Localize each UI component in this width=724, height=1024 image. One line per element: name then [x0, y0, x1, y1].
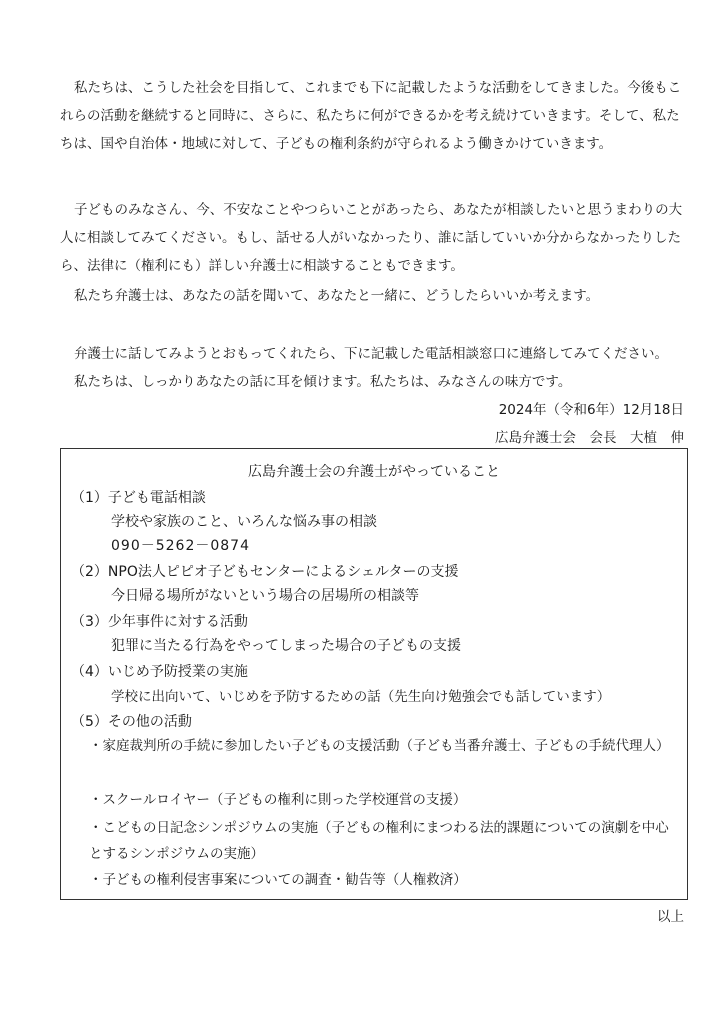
item-1-label: （1）子ども電話相談	[71, 490, 206, 506]
item-4-label: （4）いじめ予防授業の実施	[71, 664, 248, 680]
intro-paragraph-3: 私たち弁護士は、あなたの話を聞いて、あなたと一緒に、どうしたらいいか考えます。	[74, 288, 600, 304]
item-2-desc: 今日帰る場所がないという場合の居場所の相談等	[111, 588, 419, 604]
box-title: 広島弁護士会の弁護士がやっていること	[248, 464, 500, 480]
closing: 以上	[657, 909, 684, 925]
activities-box	[60, 448, 688, 900]
signature-org: 広島弁護士会 会長 大植 伸	[495, 430, 684, 446]
list-item: ・こどもの日記念シンポジウムの実施（子どもの権利にまつわる法的課題についての演劇を中心とするシンポジウムの実施）	[89, 820, 669, 862]
list-item: ・スクールロイヤー（子どもの権利に則った学校運営の支援）	[89, 792, 467, 808]
intro-paragraph-2: 子どものみなさん、今、不安なことやつらいことがあったら、あなたが相談したいと思うまわりの大人に相談してみてください。もし、話せる人がいなかったり、誰に話していいか分からなかったりしたら、法律に（権利にも）詳しい弁護士に相談することもできます。	[60, 202, 683, 274]
intro-paragraph-4: 弁護士に話してみようとおもってくれたら、下に記載した電話相談窓口に連絡してみてください。	[74, 346, 668, 362]
item-2-label: （2）NPO法人ピピオ子どもセンターによるシェルターの支援	[71, 564, 459, 580]
date: 2024年（令和6年）12月18日	[498, 402, 684, 418]
item-1-phone: 090－5262－0874	[111, 538, 250, 554]
list-item: ・子どもの権利侵害事案についての調査・勧告等（人権救済）	[89, 872, 467, 888]
item-3-desc: 犯罪に当たる行為をやってしまった場合の子どもの支援	[111, 638, 461, 654]
intro-paragraph-1: 私たちは、こうした社会を目指して、これまでも下に記載したような活動をしてきました。今後もこれらの活動を継続すると同時に、さらに、私たちに何ができるかを考え続けていきます。そして、私たちは、国や自治体・地域に対して、子どもの権利条約が守られるよう働きかけていきます。	[60, 80, 682, 152]
item-5-label: （5）その他の活動	[71, 714, 192, 730]
intro-paragraph-5: 私たちは、しっかりあなたの話に耳を傾けます。私たちは、みなさんの味方です。	[74, 374, 572, 390]
item-3-label: （3）少年事件に対する活動	[71, 614, 248, 630]
list-item: ・家庭裁判所の手続に参加したい子どもの支援活動（子ども当番弁護士、子どもの手続代理人）	[89, 738, 670, 754]
item-1-desc: 学校や家族のこと、いろんな悩み事の相談	[111, 514, 377, 530]
item-4-desc: 学校に出向いて、いじめを予防するための話（先生向け勉強会でも話しています）	[111, 689, 611, 705]
